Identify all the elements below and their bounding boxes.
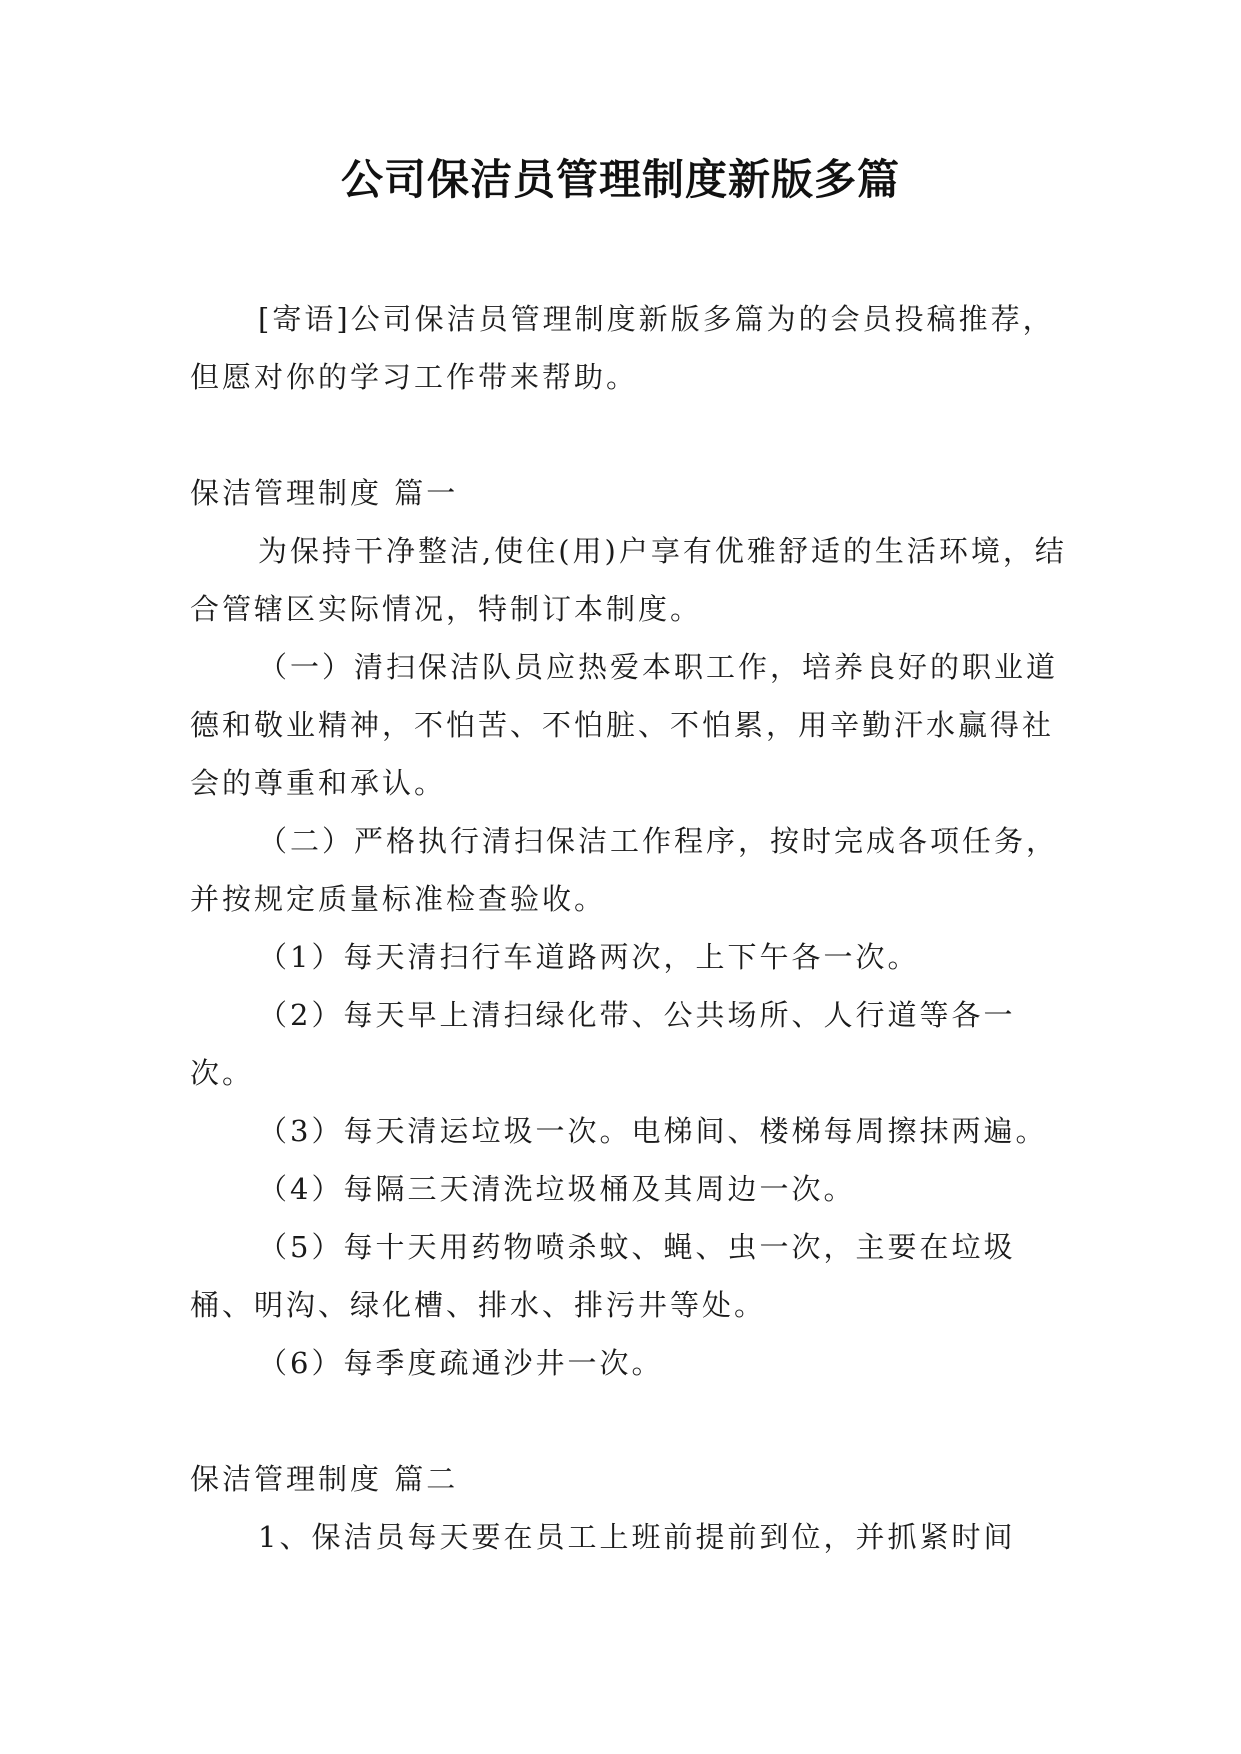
section-heading-1: 保洁管理制度 篇一 xyxy=(190,476,459,510)
section1-list-item: （6）每季度疏通沙井一次。 xyxy=(258,1346,664,1380)
spacer xyxy=(190,1392,1070,1450)
section2-paragraph: 1、保洁员每天要在员工上班前提前到位，并抓紧时间 xyxy=(258,1520,1016,1554)
section1-list-item: （5）每十天用药物喷杀蚊、蝇、虫一次，主要在垃圾桶、明沟、绿化槽、排水、排污井等处。 xyxy=(190,1230,1016,1322)
section1-paragraph: 为保持干净整洁,使住(用)户享有优雅舒适的生活环境，结合管辖区实际情况，特制订本制度。 xyxy=(190,534,1067,626)
document-body xyxy=(190,290,1070,1566)
document-title: 公司保洁员管理制度新版多篇 xyxy=(340,155,900,204)
intro-paragraph: [寄语]公司保洁员管理制度新版多篇为的会员投稿推荐，但愿对你的学习工作带来帮助。 xyxy=(190,302,1055,394)
section1-list-item: （3）每天清运垃圾一次。电梯间、楼梯每周擦抹两遍。 xyxy=(258,1114,1048,1148)
section-heading-2: 保洁管理制度 篇二 xyxy=(190,1462,459,1496)
section1-list-item: （2）每天早上清扫绿化带、公共场所、人行道等各一次。 xyxy=(190,998,1016,1090)
section1-paragraph: （一）清扫保洁队员应热爱本职工作，培养良好的职业道德和敬业精神，不怕苦、不怕脏、不怕累，用辛勤汗水赢得社会的尊重和承认。 xyxy=(190,650,1059,800)
spacer xyxy=(190,406,1070,464)
section1-list-item: （4）每隔三天清洗垃圾桶及其周边一次。 xyxy=(258,1172,856,1206)
section1-paragraph: （二）严格执行清扫保洁工作程序，按时完成各项任务，并按规定质量标准检查验收。 xyxy=(190,824,1059,916)
section1-list-item: （1）每天清扫行车道路两次，上下午各一次。 xyxy=(258,940,920,974)
